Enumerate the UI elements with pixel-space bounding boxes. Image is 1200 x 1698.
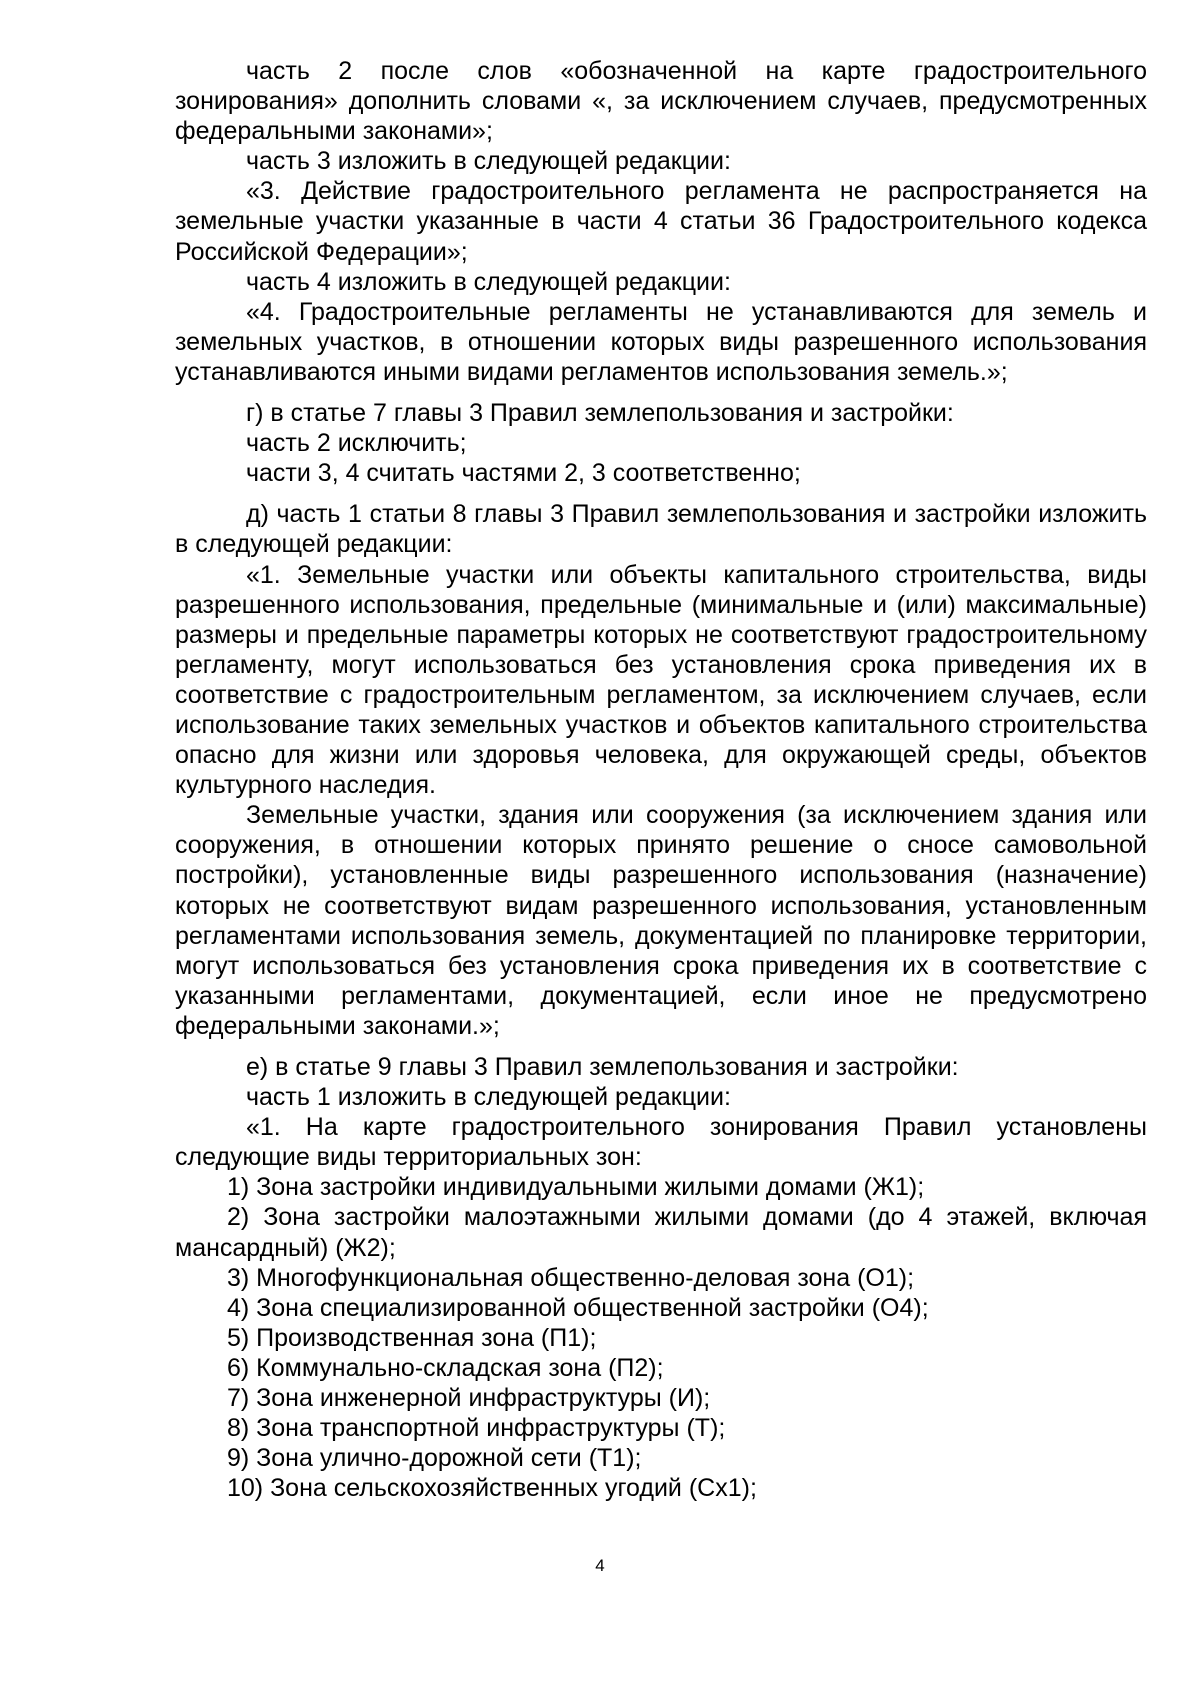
paragraph-part-3-text: «3. Действие градостроительного регламента не распространяется на земельные участки указанные в части 4 статьи 36 Градостроительного кодекса Российской Федерации»;: [175, 177, 1147, 266]
page-number: 4: [595, 1556, 605, 1575]
document-body: [175, 56, 1147, 1503]
paragraph-article-8-part-1: «1. Земельные участки или объекты капитального строительства, виды разрешенного использования, предельные (минимальные и (или) максимальные) размеры и предельные параметры которых не соответствуют градостроительному регламенту, могут использоваться без установления срока приведения их в соответствие с градостроительным регламентом, за исключением случаев, если использование таких земельных участков и объектов капитального строительства опасно для жизни или здоровья человека, для окружающей среды, объектов культурного наследия.: [175, 560, 1147, 800]
paragraph-part-4-heading: часть 4 изложить в следующей редакции:: [246, 267, 731, 296]
paragraph-part-2-amendment: часть 2 после слов «обозначенной на карте градостроительного зонирования» дополнить словами «, за исключением случаев, предусмотренных федеральными законами»;: [175, 57, 1147, 146]
zone-list-item: 3) Многофункциональная общественно-деловая зона (О1);: [227, 1263, 915, 1292]
paragraph-article-8-land-plots: Земельные участки, здания или сооружения (за исключением здания или сооружения, в отношении которых принято решение о сносе самовольной постройки), установленные виды разрешенного использования (назначение) которых не соответствуют видам разрешенного использования, установленным регламентами использования земель, документацией по планировке территории, могут использоваться без установления срока приведения их в соответствие с указанными регламентами, документацией, если иное не предусмотрено федеральными законами.»;: [175, 801, 1147, 1040]
paragraph-article-7-renumber: части 3, 4 считать частями 2, 3 соответственно;: [246, 459, 801, 488]
zone-list-item: 2) Зона застройки малоэтажными жилыми домами (до 4 этажей, включая мансардный) (Ж2);: [175, 1203, 1147, 1262]
paragraph-zone-types-intro: «1. На карте градостроительного зонирования Правил установлены следующие виды территориальных зон:: [175, 1113, 1147, 1172]
paragraph-article-7-part-2: часть 2 исключить;: [246, 429, 467, 458]
paragraph-article-7: г) в статье 7 главы 3 Правил землепользования и застройки:: [246, 399, 954, 428]
zone-list-item: 1) Зона застройки индивидуальными жилыми домами (Ж1);: [227, 1173, 925, 1202]
zone-list-item: 4) Зона специализированной общественной застройки (О4);: [227, 1293, 929, 1322]
paragraph-article-9: е) в статье 9 главы 3 Правил землепользования и застройки:: [246, 1053, 959, 1081]
zone-list-item: 8) Зона транспортной инфраструктуры (Т);: [227, 1414, 726, 1443]
paragraph-part-4-text: «4. Градостроительные регламенты не устанавливаются для земель и земельных участков, в отношении которых виды разрешенного использования устанавливаются иными видами регламентов использования земель.»;: [175, 297, 1147, 386]
zone-list-item: 9) Зона улично-дорожной сети (Т1);: [227, 1444, 642, 1473]
zone-list-item: 6) Коммунально-складская зона (П2);: [227, 1353, 664, 1382]
zone-list-item: 5) Производственная зона (П1);: [227, 1323, 597, 1352]
paragraph-article-8: д) часть 1 статьи 8 главы 3 Правил землепользования и застройки изложить в следующей редакции:: [175, 500, 1147, 559]
paragraph-article-9-part-1: часть 1 изложить в следующей редакции:: [246, 1083, 731, 1112]
zone-list-item: 10) Зона сельскохозяйственных угодий (Сх1);: [227, 1474, 757, 1503]
paragraph-part-3-heading: часть 3 изложить в следующей редакции:: [246, 147, 731, 176]
zone-list-item: 7) Зона инженерной инфраструктуры (И);: [227, 1384, 711, 1413]
